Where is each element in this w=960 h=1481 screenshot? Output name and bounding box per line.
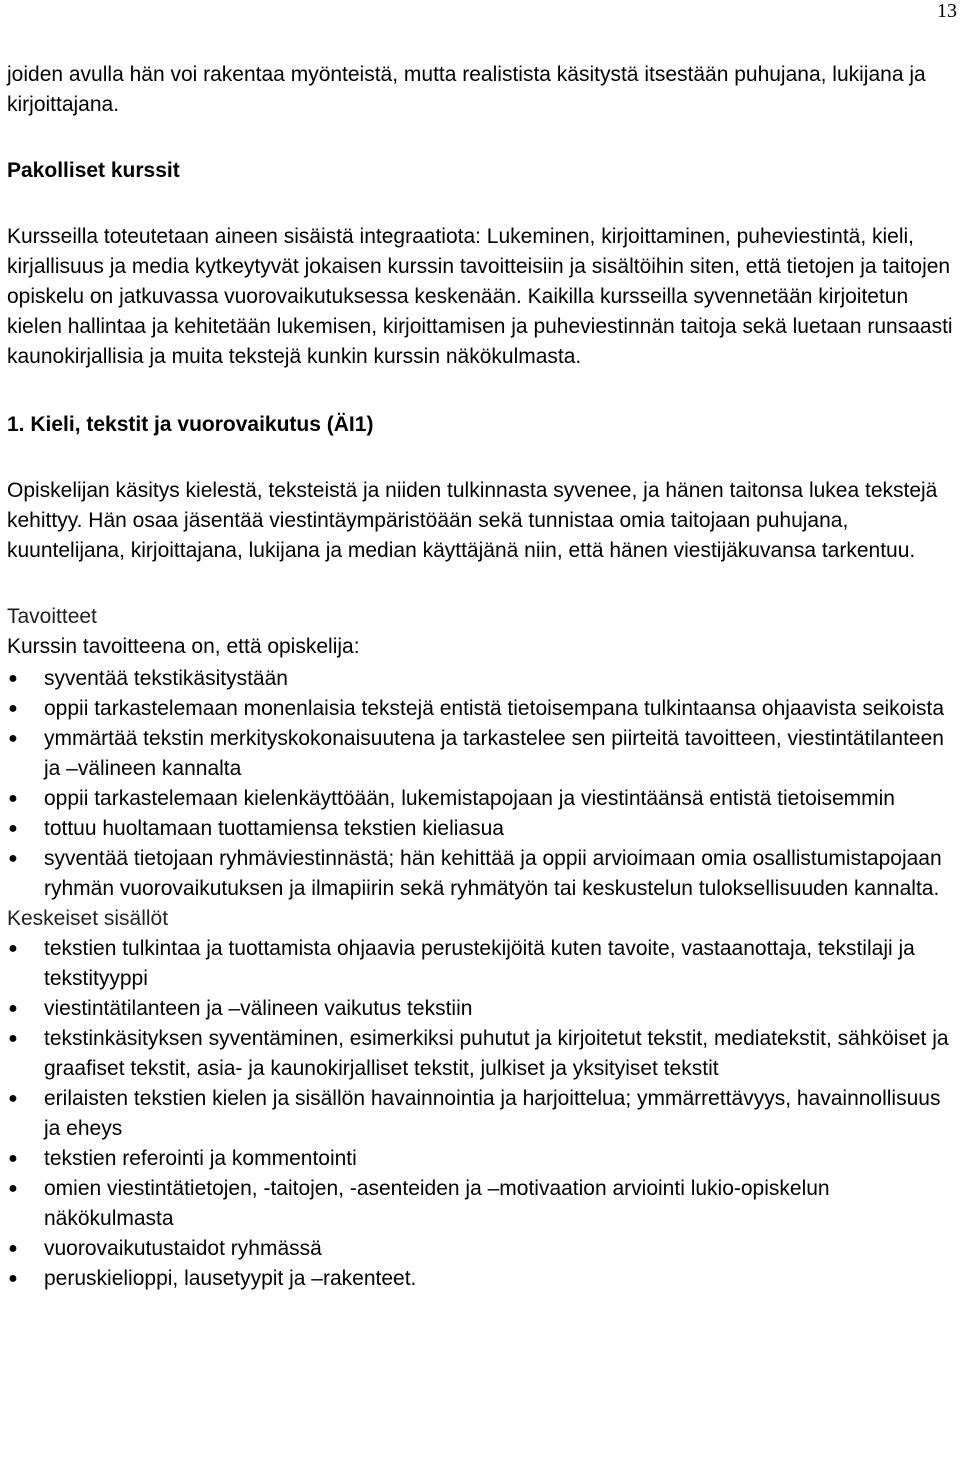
list-item bbox=[7, 814, 953, 844]
list-item bbox=[7, 664, 953, 694]
list-item-text: vuorovaikutustaidot ryhmässä bbox=[44, 1237, 322, 1260]
list-item-text: viestintätilanteen ja –välineen vaikutus tekstiin bbox=[44, 997, 473, 1020]
bullet-icon: ● bbox=[8, 820, 18, 837]
list-item bbox=[7, 784, 953, 814]
list-item bbox=[7, 1084, 953, 1144]
page-number: 13 bbox=[937, 0, 957, 22]
bullet-icon: ● bbox=[8, 1270, 18, 1287]
bullet-icon: ● bbox=[8, 1240, 18, 1257]
bullet-icon: ● bbox=[8, 1180, 18, 1197]
contents-label: Keskeiset sisällöt bbox=[7, 907, 169, 930]
list-item-text: tottuu huoltamaan tuottamiensa tekstien kieliasua bbox=[44, 817, 504, 840]
list-item bbox=[7, 1234, 953, 1264]
list-item bbox=[7, 994, 953, 1024]
goals-list bbox=[7, 664, 953, 904]
list-item-text: tekstien referointi ja kommentointi bbox=[44, 1147, 357, 1170]
list-item bbox=[7, 1144, 953, 1174]
mandatory-courses-heading: Pakolliset kurssit bbox=[7, 159, 180, 182]
bullet-icon: ● bbox=[8, 940, 18, 957]
goals-lead: Kurssin tavoitteena on, että opiskelija: bbox=[7, 635, 360, 658]
document-body bbox=[7, 60, 953, 1294]
bullet-icon: ● bbox=[8, 1150, 18, 1167]
mandatory-courses-paragraph: Kursseilla toteutetaan aineen sisäistä integraatiota: Lukeminen, kirjoittaminen, puheviestintä, kieli, kirjallisuus ja media kytkeytyvät jokaisen kurssin tavoitteisiin ja sisältöihin siten, että tietojen ja taitojen opiskelu on jatkuvassa vuorovaikutuksessa keskenään. Kaikilla kursseilla syvennetään kirjoitetun kielen hallintaa ja kehitetään lukemisen, kirjoittamisen ja puheviestinnän taitoja sekä luetaan runsaasti kaunokirjallisia ja muita tekstejä kunkin kurssin näkökulmasta. bbox=[7, 225, 953, 368]
bullet-icon: ● bbox=[8, 730, 18, 747]
intro-paragraph: joiden avulla hän voi rakentaa myönteistä, mutta realistista käsitystä itsestään puhujana, lukijana ja kirjoittajana. bbox=[7, 63, 926, 116]
list-item-text: peruskielioppi, lausetyypit ja –rakenteet. bbox=[44, 1267, 417, 1290]
list-item-text: tekstien tulkintaa ja tuottamista ohjaavia perustekijöitä kuten tavoite, vastaanottaja, tekstilaji ja tekstityyppi bbox=[44, 937, 915, 990]
list-item-text: omien viestintätietojen, -taitojen, -asenteiden ja –motivaation arviointi lukio-opiskelun näkökulmasta bbox=[44, 1177, 830, 1230]
list-item-text: oppii tarkastelemaan monenlaisia tekstejä entistä tietoisempana tulkintaansa ohjaavista seikoista bbox=[44, 697, 945, 720]
course-heading: 1. Kieli, tekstit ja vuorovaikutus (ÄI1) bbox=[7, 413, 374, 436]
list-item-text: ymmärtää tekstin merkityskokonaisuutena ja tarkastelee sen piirteitä tavoitteen, viestintätilanteen ja –välineen kannalta bbox=[44, 727, 944, 780]
list-item bbox=[7, 844, 953, 904]
bullet-icon: ● bbox=[8, 670, 18, 687]
goals-label: Tavoitteet bbox=[7, 605, 97, 628]
contents-list bbox=[7, 934, 953, 1294]
list-item-text: tekstinkäsityksen syventäminen, esimerkiksi puhutut ja kirjoitetut tekstit, mediatekstit, sähköiset ja graafiset tekstit, asia- ja kaunokirjalliset tekstit, julkiset ja yksityiset tekstit bbox=[44, 1027, 949, 1080]
list-item-text: erilaisten tekstien kielen ja sisällön havainnointia ja harjoittelua; ymmärrettävyys, havainnollisuus ja eheys bbox=[44, 1087, 941, 1140]
list-item bbox=[7, 1264, 953, 1294]
bullet-icon: ● bbox=[8, 850, 18, 867]
list-item bbox=[7, 1024, 953, 1084]
list-item bbox=[7, 934, 953, 994]
list-item-text: syventää tietojaan ryhmäviestinnästä; hän kehittää ja oppii arvioimaan omia osallistumistapojaan ryhmän vuorovaikutuksen ja ilmapiirin sekä ryhmätyön tai keskustelun tuloksellisuuden kannalta. bbox=[44, 847, 942, 900]
list-item bbox=[7, 694, 953, 724]
bullet-icon: ● bbox=[8, 1000, 18, 1017]
bullet-icon: ● bbox=[8, 1090, 18, 1107]
list-item-text: oppii tarkastelemaan kielenkäyttöään, lukemistapojaan ja viestintäänsä entistä tietoisemmin bbox=[44, 787, 895, 810]
list-item bbox=[7, 1174, 953, 1234]
bullet-icon: ● bbox=[8, 790, 18, 807]
bullet-icon: ● bbox=[8, 700, 18, 717]
course-description: Opiskelijan käsitys kielestä, teksteistä ja niiden tulkinnasta syvenee, ja hänen taitonsa lukea tekstejä kehittyy. Hän osaa jäsentää viestintäympäristöään sekä tunnistaa omia taitojaan puhujana, kuuntelijana, kirjoittajana, lukijana ja median käyttäjänä niin, että hänen viestijäkuvansa tarkentuu. bbox=[7, 479, 938, 562]
list-item bbox=[7, 724, 953, 784]
list-item-text: syventää tekstikäsitystään bbox=[44, 667, 288, 690]
bullet-icon: ● bbox=[8, 1030, 18, 1047]
